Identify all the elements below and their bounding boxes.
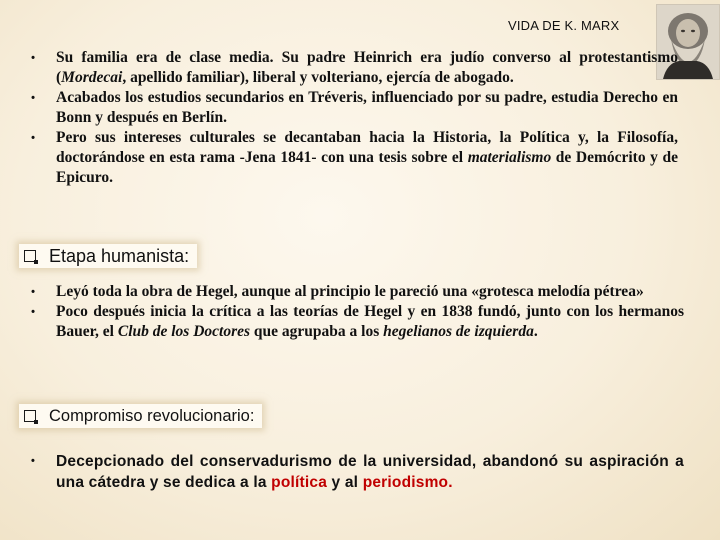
bullet-icon: • xyxy=(31,132,35,144)
page-title: VIDA DE K. MARX xyxy=(508,18,620,33)
text-run: Su familia era de clase media. Su padre Heinrich era judío converso al protestantismo ( xyxy=(56,49,678,86)
bullet-icon: • xyxy=(31,306,35,318)
text-run: de Demócrito y de Epicuro. xyxy=(56,149,678,186)
revolutionary-bullet-list xyxy=(28,451,684,493)
heading-colon: : xyxy=(249,406,255,425)
bullet-icon: • xyxy=(30,455,36,467)
list-item xyxy=(28,88,678,128)
list-item xyxy=(28,302,684,342)
text-run: Decepcionado del conservadurismo de la universidad, abandonó su aspiración a una cátedra y se dedica a la xyxy=(56,453,684,491)
bullet-icon: • xyxy=(31,286,35,298)
list-item xyxy=(28,282,684,302)
heading-label: Etapa humanista xyxy=(49,245,185,266)
text-run: y al xyxy=(327,474,363,491)
highlight-text: periodismo. xyxy=(362,474,453,491)
italic-text: hegelianos de izquierda xyxy=(383,323,534,340)
family-bullet-list xyxy=(28,48,678,188)
italic-text: materialismo xyxy=(467,149,552,166)
text-run: Leyó toda la obra de Hegel, aunque al principio le pareció una «grotesca melodía pétrea» xyxy=(56,283,644,300)
bullet-icon: • xyxy=(31,52,35,64)
italic-text: Mordecai xyxy=(61,69,123,86)
bullet-icon: • xyxy=(31,92,35,104)
section-heading-revolutionary xyxy=(19,404,262,428)
heading-colon: : xyxy=(184,245,190,266)
italic-text: Club de los Doctores xyxy=(117,323,251,340)
section-heading-humanist xyxy=(19,244,197,268)
heading-label: Compromiso revolucionario xyxy=(49,406,250,425)
text-run: Pero sus intereses culturales se decantaban hacia la Historia, la Política y, la Filosofía, doctorándose en esta rama -Jena 1841- con una tesis sobre el xyxy=(56,129,678,166)
text-run: Acabados los estudios secundarios en Tréveris, influenciado por su padre, estudia Derecho en Bonn y después en Berlín. xyxy=(56,89,678,126)
humanist-bullet-list xyxy=(28,282,684,342)
list-item xyxy=(28,128,678,188)
text-run: que agrupaba a los xyxy=(250,323,384,340)
text-run: . xyxy=(533,323,538,340)
checkbox-square-icon xyxy=(24,410,36,422)
text-run: , apellido familiar), liberal y volteriano, ejercía de abogado. xyxy=(122,69,514,86)
list-item xyxy=(28,451,684,493)
highlight-text: política xyxy=(271,474,328,491)
checkbox-square-icon xyxy=(24,250,36,262)
text-run: Poco después inicia la crítica a las teorías de Hegel y en 1838 fundó, junto con los hermanos Bauer, el xyxy=(56,303,684,340)
list-item xyxy=(28,48,678,88)
